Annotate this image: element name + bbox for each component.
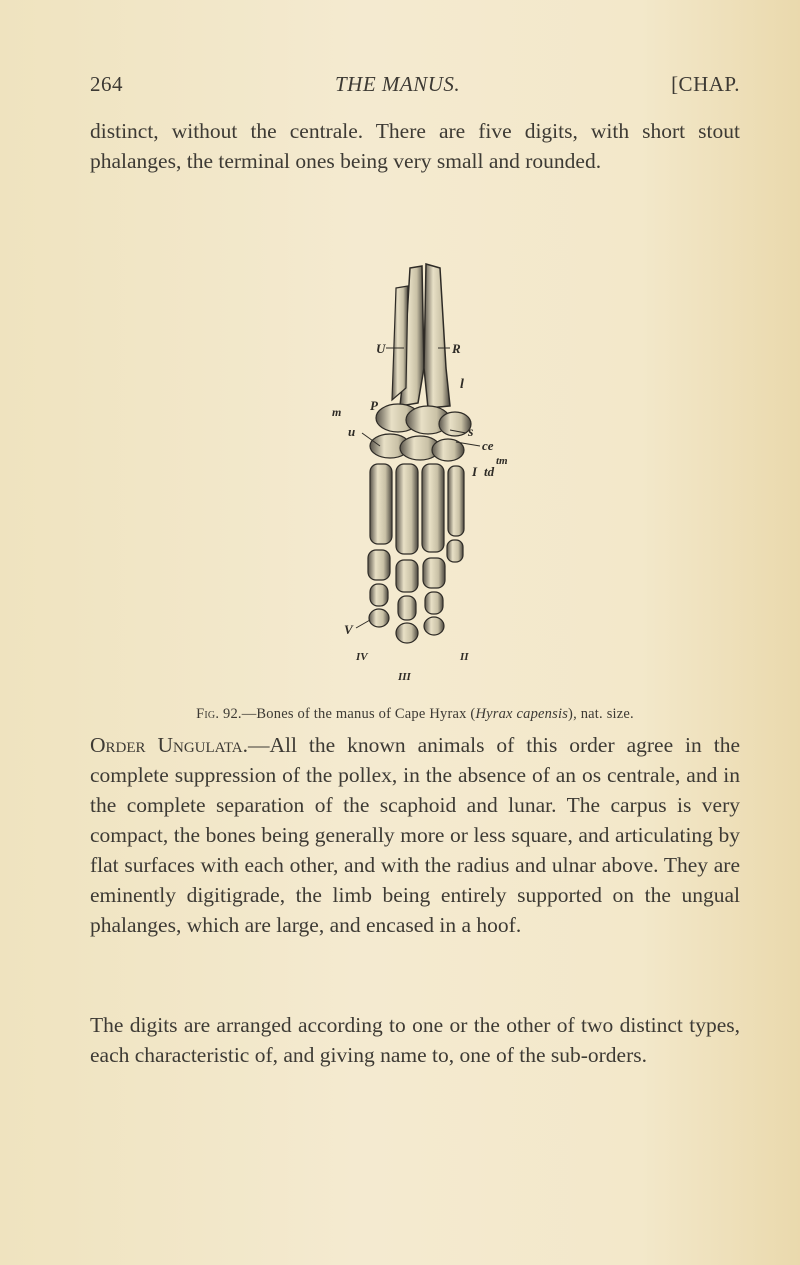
order-heading: Order Ungulata. bbox=[90, 733, 248, 757]
manus-bones-illustration bbox=[300, 228, 550, 708]
label-R: R bbox=[452, 341, 461, 356]
paragraph-2 bbox=[90, 730, 740, 940]
label-IV: IV bbox=[356, 651, 368, 663]
label-m: m bbox=[332, 405, 342, 419]
label-P: P bbox=[370, 398, 378, 413]
carpus bbox=[370, 404, 471, 461]
label-u: u bbox=[348, 424, 356, 439]
label-td: td bbox=[484, 464, 495, 479]
caption-suffix: ), nat. size. bbox=[568, 706, 634, 722]
label-II: II bbox=[460, 651, 469, 663]
metacarpals bbox=[370, 464, 464, 554]
running-head bbox=[90, 72, 740, 102]
page-number: 264 bbox=[90, 72, 123, 96]
paragraph-2-text: —All the known animals of this order agree in the complete suppression of the pollex, in the absence of an os centrale, and in the complete separation of the scaphoid and lunar. The carpus is very compact, the bones being generally more or less square, and articulating by flat surfaces with each other, and with the radius and ulnar above. They are eminently digitigrade, the limb being entirely supported on the ungual phalanges, which are large, and encased in a hoof. bbox=[90, 733, 740, 937]
phalanges bbox=[368, 540, 463, 643]
label-s: s bbox=[468, 425, 474, 440]
label-V: V bbox=[344, 622, 353, 637]
figure-number: Fig. 92. bbox=[196, 706, 242, 722]
label-l: l bbox=[460, 377, 464, 392]
paragraph-3: The digits are arranged according to one or the other of two distinct types, each characteristic of, and giving name to, one of the sub-orders. bbox=[90, 1013, 740, 1067]
label-tm: tm bbox=[496, 455, 508, 467]
label-III: III bbox=[398, 671, 411, 683]
running-title: THE MANUS. bbox=[335, 72, 461, 96]
caption-text: —Bones of the manus of Cape Hyrax ( bbox=[241, 706, 476, 722]
label-ce: ce bbox=[482, 438, 494, 453]
forearm-bones bbox=[392, 264, 450, 408]
label-U: U bbox=[376, 341, 386, 356]
caption-species: Hyrax capensis bbox=[475, 706, 569, 722]
paragraph-1: distinct, without the centrale. There are five digits, with short stout phalanges, the terminal ones being very small and rounded. bbox=[90, 119, 740, 173]
label-I: I bbox=[472, 464, 478, 479]
chapter-marker: [CHAP. bbox=[671, 72, 740, 96]
manus-figure bbox=[300, 228, 550, 708]
figure-caption bbox=[90, 706, 740, 723]
